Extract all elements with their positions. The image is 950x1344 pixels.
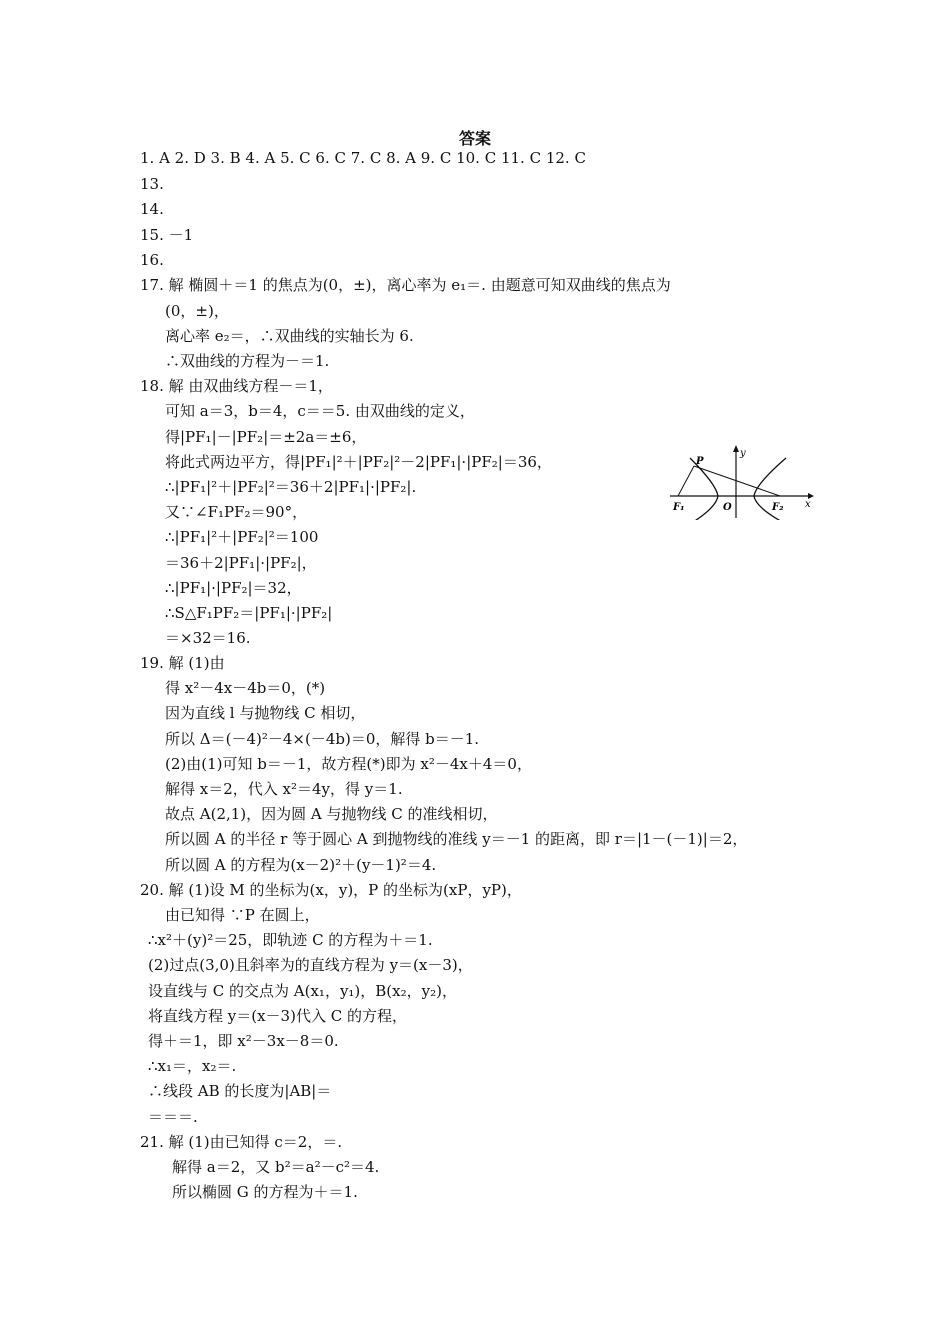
- answer-line: (2)由(1)可知 b＝－1，故方程(*)即为 x²－4x＋4＝0，: [165, 755, 532, 773]
- label-o: O: [723, 502, 732, 513]
- answer-line: 由已知得 ∵P 在圆上，: [165, 906, 320, 924]
- answer-line: 设直线与 C 的交点为 A(x₁，y₁)，B(x₂，y₂)，: [148, 982, 457, 1000]
- answer-line: 解得 x＝2，代入 x²＝4y，得 y＝1.: [165, 780, 403, 798]
- answer-line: 21. 解 (1)由已知得 c＝2，＝.: [140, 1133, 343, 1151]
- answer-line: 将直线方程 y＝(x－3)代入 C 的方程，: [148, 1007, 407, 1025]
- answer-line: (2)过点(3,0)且斜率为的直线方程为 y＝(x－3)，: [148, 956, 473, 974]
- answer-line: ∴|PF₁|²＋|PF₂|²＝36＋2|PF₁|·|PF₂|.: [165, 478, 417, 496]
- answer-line: 所以椭圆 G 的方程为＋＝1.: [172, 1183, 358, 1201]
- answer-line: ∴S△F₁PF₂＝|PF₁|·|PF₂|: [165, 604, 333, 622]
- answer-line: 故点 A(2,1)，因为圆 A 与抛物线 C 的准线相切，: [165, 805, 498, 823]
- answer-line: ＝36＋2|PF₁|·|PF₂|，: [165, 554, 317, 572]
- answer-line: 15. －1: [140, 226, 194, 244]
- answer-line: ∴双曲线的方程为－＝1.: [165, 352, 330, 370]
- answer-line: 得|PF₁|－|PF₂|＝±2a＝±6，: [165, 428, 367, 446]
- answer-line: 1. A 2. D 3. B 4. A 5. C 6. C 7. C 8. A 9. C 10. C 11. C 12. C: [140, 149, 586, 167]
- answer-line: 所以 Δ＝(－4)²－4×(－4b)＝0，解得 b＝－1.: [165, 730, 480, 748]
- answer-line: 又∵∠F₁PF₂＝90°，: [165, 503, 308, 521]
- answer-line: ∴x²＋(y)²＝25，即轨迹 C 的方程为＋＝1.: [148, 931, 433, 949]
- answer-line: ∴|PF₁|·|PF₂|＝32，: [165, 579, 302, 597]
- answer-line: 解得 a＝2，又 b²＝a²－c²＝4.: [172, 1158, 380, 1176]
- answer-line: 将此式两边平方，得|PF₁|²＋|PF₂|²－2|PF₁|·|PF₂|＝36，: [165, 453, 552, 471]
- answer-line: ＝＝＝.: [148, 1108, 198, 1126]
- page-title: 答案: [458, 129, 491, 148]
- answer-line: 得 x²－4x－4b＝0，(*): [165, 679, 326, 697]
- answer-line: 离心率 e₂＝，∴双曲线的实轴长为 6.: [165, 327, 414, 345]
- answer-line: 13.: [140, 175, 164, 193]
- answer-line: (0，±)，: [165, 302, 229, 320]
- label-y: y: [740, 448, 746, 459]
- answer-line: 因为直线 l 与抛物线 C 相切，: [165, 704, 366, 722]
- answer-line: ∴线段 AB 的长度为|AB|＝: [148, 1082, 332, 1100]
- answer-line: ∴x₁＝，x₂＝.: [148, 1057, 237, 1075]
- answer-line: 所以圆 A 的半径 r 等于圆心 A 到抛物线的准线 y＝－1 的距离，即 r＝|1－(－1)|＝2，: [165, 830, 748, 848]
- label-x: x: [805, 499, 811, 510]
- label-p: P: [696, 456, 704, 467]
- answer-line: 19. 解 (1)由: [140, 654, 225, 672]
- answer-line: 14.: [140, 200, 164, 218]
- label-f2: F₂: [772, 502, 784, 513]
- answer-line: ＝×32＝16.: [165, 629, 251, 647]
- answer-line: 得＋＝1，即 x²－3x－8＝0.: [148, 1032, 339, 1050]
- answer-line: 所以圆 A 的方程为(x－2)²＋(y－1)²＝4.: [165, 856, 437, 874]
- answer-line: ∴|PF₁|²＋|PF₂|²＝100: [165, 528, 319, 546]
- answer-line: 20. 解 (1)设 M 的坐标为(x，y)，P 的坐标为(xP，yP)，: [140, 881, 522, 899]
- answer-line: 17. 解 椭圆＋＝1 的焦点为(0，±)，离心率为 e₁＝. 由题意可知双曲线的焦点为: [140, 276, 671, 294]
- answer-line: 16.: [140, 251, 164, 269]
- hyperbola-figure: [668, 444, 814, 520]
- answer-line: 可知 a＝3，b＝4，c＝＝5. 由双曲线的定义，: [165, 402, 475, 420]
- label-f1: F₁: [673, 502, 685, 513]
- answer-line: 18. 解 由双曲线方程－＝1，: [140, 377, 333, 395]
